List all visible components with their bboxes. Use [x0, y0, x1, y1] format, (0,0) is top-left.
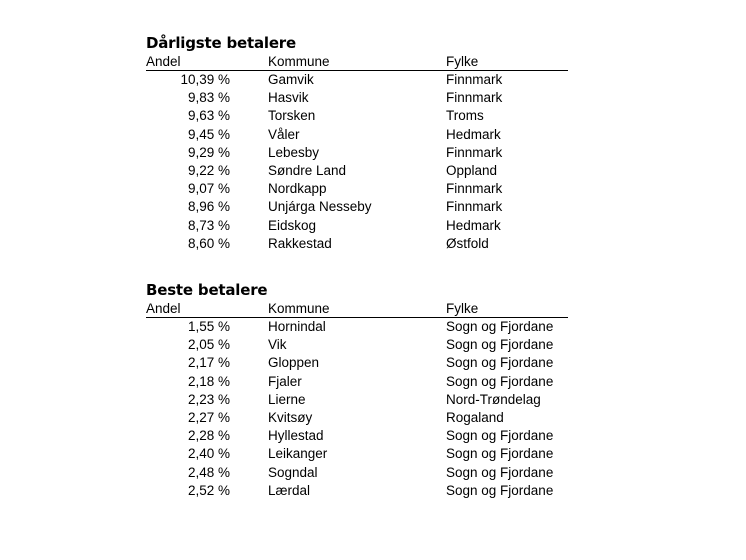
- table-row: [146, 144, 568, 162]
- table-row: [146, 464, 568, 482]
- table-row: [146, 126, 568, 144]
- kommune-cell: Lebesby: [268, 144, 320, 160]
- worst-payers-title: Dårligste betalere: [146, 34, 296, 52]
- kommune-cell: Rakkestad: [268, 235, 332, 251]
- table-row: [146, 180, 568, 198]
- table-row: [146, 445, 568, 463]
- table-row: [146, 89, 568, 107]
- andel-cell: 9,83 %: [187, 90, 230, 106]
- best-payers-header: [146, 301, 568, 318]
- table-row: [146, 107, 568, 125]
- fylke-cell: Østfold: [446, 235, 489, 251]
- table-row: [146, 217, 568, 235]
- kommune-cell: Sogndal: [268, 464, 318, 480]
- andel-cell: 2,48 %: [187, 464, 230, 480]
- header-andel: Andel: [146, 54, 181, 69]
- header-kommune: Kommune: [268, 301, 330, 316]
- andel-cell: 2,18 %: [187, 373, 230, 389]
- kommune-cell: Våler: [268, 126, 300, 142]
- table-row: [146, 71, 568, 89]
- kommune-cell: Torsken: [268, 108, 316, 124]
- andel-cell: 8,96 %: [187, 199, 230, 215]
- fylke-cell: Rogaland: [446, 409, 504, 425]
- andel-cell: 2,52 %: [187, 482, 230, 498]
- fylke-cell: Finnmark: [446, 72, 503, 87]
- kommune-cell: Leikanger: [268, 446, 328, 462]
- andel-cell: 10,39 %: [180, 72, 230, 87]
- kommune-cell: Fjaler: [268, 373, 302, 389]
- kommune-cell: Gamvik: [268, 72, 314, 87]
- kommune-cell: Unjárga Nesseby: [268, 199, 372, 215]
- fylke-cell: Nord-Trøndelag: [446, 391, 541, 407]
- worst-payers-section: [146, 32, 568, 253]
- kommune-cell: Søndre Land: [268, 162, 347, 178]
- fylke-cell: Sogn og Fjordane: [446, 482, 554, 498]
- kommune-cell: Nordkapp: [268, 181, 327, 197]
- fylke-cell: Sogn og Fjordane: [446, 337, 554, 353]
- andel-cell: 2,27 %: [187, 409, 230, 425]
- fylke-cell: Sogn og Fjordane: [446, 464, 554, 480]
- fylke-cell: Sogn og Fjordane: [446, 428, 554, 444]
- table-row: [146, 373, 568, 391]
- fylke-cell: Sogn og Fjordane: [446, 373, 554, 389]
- andel-cell: 2,17 %: [187, 355, 230, 371]
- kommune-cell: Kvitsøy: [268, 409, 313, 425]
- worst-payers-rows: [146, 71, 568, 253]
- fylke-cell: Hedmark: [446, 217, 501, 233]
- fylke-cell: Oppland: [446, 162, 498, 178]
- kommune-cell: Hornindal: [268, 319, 326, 334]
- table-row: [146, 409, 568, 427]
- fylke-cell: Finnmark: [446, 199, 503, 215]
- kommune-cell: Vik: [268, 337, 287, 353]
- andel-cell: 9,45 %: [187, 126, 230, 142]
- table-row: [146, 162, 568, 180]
- kommune-cell: Lærdal: [268, 482, 311, 498]
- fylke-cell: Troms: [446, 108, 484, 124]
- andel-cell: 9,63 %: [187, 108, 230, 124]
- best-payers-title: Beste betalere: [146, 281, 268, 299]
- andel-cell: 2,23 %: [187, 391, 230, 407]
- table-row: [146, 336, 568, 354]
- andel-cell: 9,29 %: [187, 144, 230, 160]
- table-row: [146, 427, 568, 445]
- fylke-cell: Sogn og Fjordane: [446, 355, 554, 371]
- header-andel: Andel: [146, 301, 181, 316]
- header-kommune: Kommune: [268, 54, 330, 69]
- andel-cell: 9,07 %: [187, 181, 230, 197]
- kommune-cell: Hyllestad: [268, 428, 324, 444]
- table-row: [146, 235, 568, 253]
- andel-cell: 2,05 %: [187, 337, 230, 353]
- kommune-cell: Hasvik: [268, 90, 309, 106]
- kommune-cell: Gloppen: [268, 355, 320, 371]
- andel-cell: 9,22 %: [187, 162, 230, 178]
- worst-payers-header: [146, 54, 568, 71]
- fylke-cell: Hedmark: [446, 126, 501, 142]
- kommune-cell: Eidskog: [268, 217, 317, 233]
- table-row: [146, 391, 568, 409]
- andel-cell: 2,40 %: [187, 446, 230, 462]
- fylke-cell: Sogn og Fjordane: [446, 319, 554, 334]
- table-row: [146, 318, 568, 336]
- andel-cell: 8,73 %: [187, 217, 230, 233]
- andel-cell: 1,55 %: [187, 319, 230, 334]
- fylke-cell: Finnmark: [446, 90, 503, 106]
- andel-cell: 2,28 %: [187, 428, 230, 444]
- table-row: [146, 354, 568, 372]
- fylke-cell: Finnmark: [446, 144, 503, 160]
- header-fylke: Fylke: [446, 54, 479, 69]
- table-row: [146, 198, 568, 216]
- kommune-cell: Lierne: [268, 391, 306, 407]
- table-row: [146, 482, 568, 500]
- fylke-cell: Sogn og Fjordane: [446, 446, 554, 462]
- andel-cell: 8,60 %: [187, 235, 230, 251]
- best-payers-section: [146, 279, 568, 500]
- best-payers-rows: [146, 318, 568, 500]
- header-fylke: Fylke: [446, 301, 479, 316]
- fylke-cell: Finnmark: [446, 181, 503, 197]
